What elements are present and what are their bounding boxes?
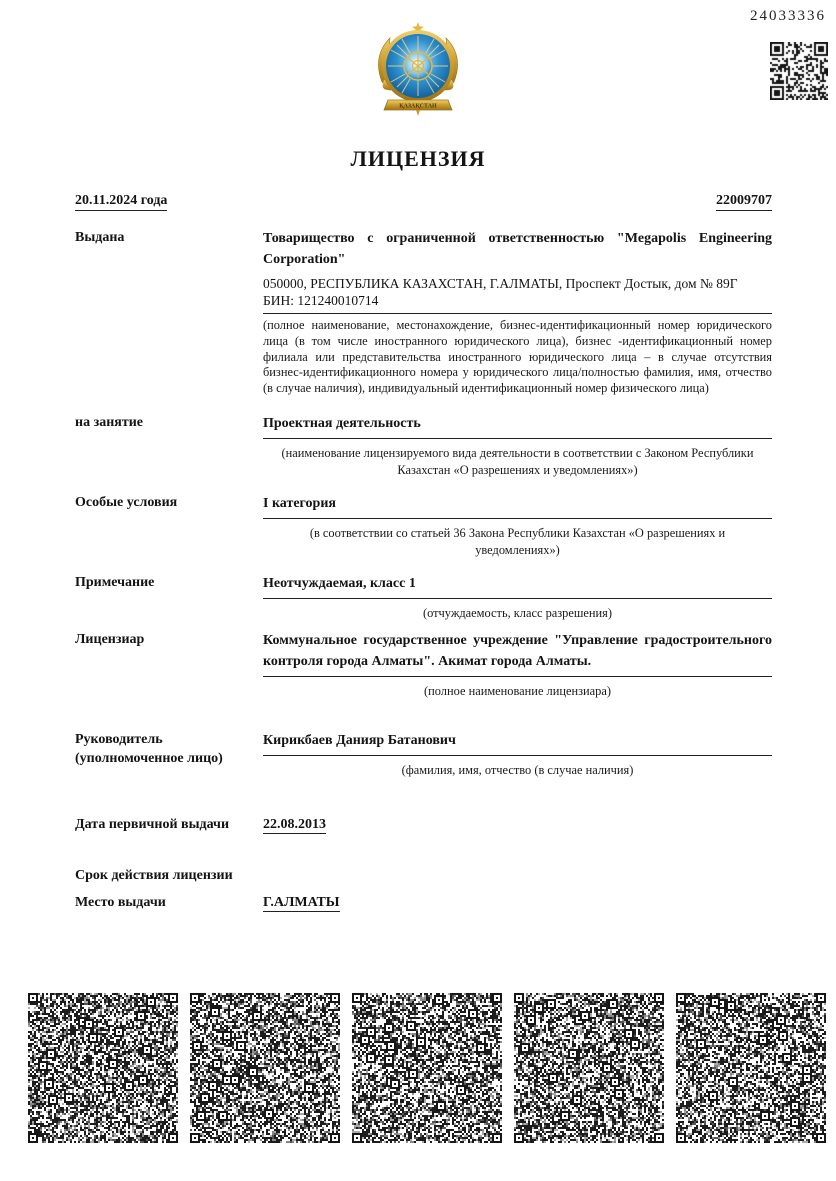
- emblem-banner-text: ҚАЗАҚСТАН: [399, 103, 437, 110]
- head-label-line1: Руководитель: [75, 731, 163, 747]
- licensee-bin: БИН: 121240010714: [263, 293, 379, 308]
- note-value: Неотчуждаемая, класс 1: [263, 575, 416, 591]
- divider-line: [263, 755, 772, 756]
- field-licensor: [75, 630, 772, 700]
- barcode-2d-icon: [352, 993, 502, 1143]
- divider-line: [263, 676, 772, 677]
- licensor-label: Лицензиар: [75, 631, 145, 647]
- divider-line: [263, 313, 772, 314]
- barcode-strip: [28, 993, 826, 1143]
- special-conditions-value: I категория: [263, 495, 336, 511]
- field-head: [75, 730, 772, 779]
- barcode-2d-icon: [28, 993, 178, 1143]
- head-caption: (фамилия, имя, отчество (в случае наличия): [401, 762, 634, 777]
- license-number: 22009707: [716, 193, 772, 211]
- issue-place-label: Место выдачи: [75, 894, 166, 910]
- first-issue-value: 22.08.2013: [263, 816, 326, 832]
- kazakhstan-coat-of-arms-icon: [372, 20, 464, 123]
- special-conditions-label: Особые условия: [75, 494, 178, 510]
- activity-label: на занятие: [75, 414, 143, 430]
- issue-place-value: Г.АЛМАТЫ: [263, 894, 340, 910]
- note-caption: (отчуждаемость, класс разрешения): [422, 605, 613, 620]
- activity-value: Проектная деятельность: [263, 415, 421, 431]
- date-number-row: [75, 193, 772, 211]
- serial-number: 24033336: [750, 8, 826, 24]
- issue-date: 20.11.2024 года: [75, 193, 167, 211]
- document-body: [75, 193, 772, 912]
- divider-line: [263, 438, 772, 439]
- field-special-conditions: [75, 493, 772, 559]
- divider-line: [263, 598, 772, 599]
- issued-to-caption: (полное наименование, местонахождение, бизнес-идентификационный номер юридического лица (в том числе иностранного юридического лица), бизнес -идентификационный номер филиала или представительства иностранного юридического лица – в случае отсутствия бизнес-идентификационного номера у юридического лица/полностью фамилия, имя, отчество (в случае наличия), индивидуальный идентификационный номер физического лица): [263, 318, 772, 396]
- validity-label: Срок действия лицензии: [75, 867, 233, 883]
- licensee-name: Товарищество с ограниченной ответственностью "Megapolis Engineering Corporation": [263, 231, 772, 267]
- licensor-caption: (полное наименование лицензиара): [424, 683, 611, 698]
- field-issued-to: [75, 228, 772, 397]
- barcode-2d-icon: [514, 993, 664, 1143]
- licensee-address: 050000, РЕСПУБЛИКА КАЗАХСТАН, Г.АЛМАТЫ, Проспект Достык, дом № 89Г: [263, 276, 738, 291]
- field-issue-place: [75, 893, 772, 912]
- note-label: Примечание: [75, 574, 155, 590]
- field-note: [75, 573, 772, 622]
- issued-to-label: Выдана: [75, 230, 125, 245]
- field-first-issue-date: [75, 815, 772, 834]
- qr-code-icon: [770, 42, 828, 100]
- field-validity-period: [75, 866, 772, 885]
- first-issue-label: Дата первичной выдачи: [75, 816, 230, 832]
- head-value: Кирикбаев Данияр Батанович: [263, 732, 456, 748]
- field-activity: [75, 413, 772, 479]
- divider-line: [263, 518, 772, 519]
- barcode-2d-icon: [676, 993, 826, 1143]
- head-label-line2: (уполномоченное лицо): [75, 750, 223, 766]
- barcode-2d-icon: [190, 993, 340, 1143]
- special-conditions-caption: (в соответствии со статьей 36 Закона Республики Казахстан «О разрешениях и уведомлениях»): [309, 525, 726, 557]
- document-title: ЛИЦЕНЗИЯ: [350, 146, 486, 171]
- licensor-value: Коммунальное государственное учреждение "Управление градостроительного контроля города Алматы". Акимат города Алматы.: [263, 632, 772, 669]
- head-label: [75, 730, 263, 768]
- activity-caption: (наименование лицензируемого вида деятельности в соответствии с Законом Республики Казахстан «О разрешениях и уведомлениях»): [281, 445, 754, 477]
